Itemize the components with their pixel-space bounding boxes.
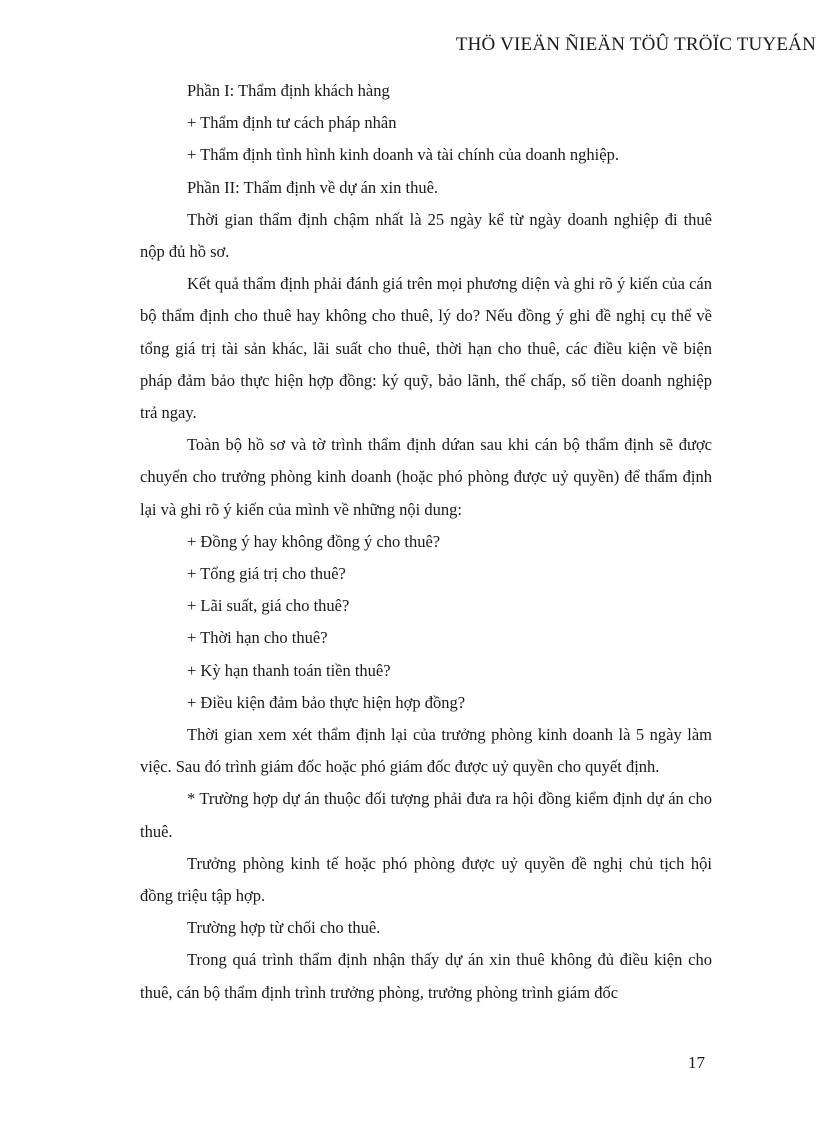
paragraph-council-case: * Trường hợp dự án thuộc đối tượng phải đưa ra hội đồng kiểm định dự án cho thuê. bbox=[140, 789, 712, 841]
section-2-title: Phần II: Thẩm định về dự án xin thuê. bbox=[187, 177, 439, 197]
review-item: + Kỳ hạn thanh toán tiền thuê? bbox=[187, 660, 391, 680]
paragraph-review-time: Thời gian xem xét thẩm định lại của trưởng phòng kinh doanh là 5 ngày làm việc. Sau đó trình giám đốc hoặc phó giám đốc được uỷ quyền cho quyết định. bbox=[140, 725, 712, 777]
review-item: + Đồng ý hay không đồng ý cho thuê? bbox=[187, 531, 441, 551]
review-item: + Điều kiện đảm bảo thực hiện hợp đồng? bbox=[187, 692, 466, 712]
review-item: + Lãi suất, giá cho thuê? bbox=[187, 596, 350, 616]
paragraph-dossier-transfer: Toàn bộ hồ sơ và tờ trình thẩm định dứan sau khi cán bộ thẩm định sẽ được chuyển cho trưởng phòng kinh doanh (hoặc phó phòng được uỷ quyền) để thẩm định lại và ghi rõ ý kiến của mình về những nội dung: bbox=[140, 435, 712, 519]
section-1-title: Phần I: Thẩm định khách hàng bbox=[187, 81, 390, 100]
running-header: THÖ VIEÄN ÑIEÄN TÖÛ TRÖÏC TUYEÁN bbox=[455, 34, 816, 55]
paragraph-appraisal-result: Kết quả thẩm định phải đánh giá trên mọi phương diện và ghi rõ ý kiến của cán bộ thẩm định cho thuê hay không cho thuê, lý do? Nếu đồng ý ghi đề nghị cụ thể về tổng giá trị tài sản khác, lãi suất cho thuê, thời hạn cho thuê, các điều kiện về biện pháp đảm bảo thực hiện hợp đồng: ký quỹ, bảo lãnh, thế chấp, số tiền doanh nghiệp trả ngay. bbox=[140, 274, 712, 423]
section-1-item-1: + Thẩm định tư cách pháp nhân bbox=[187, 113, 397, 133]
paragraph-appraisal-time: Thời gian thẩm định chậm nhất là 25 ngày kể từ ngày doanh nghiệp đi thuê nộp đủ hồ sơ. bbox=[140, 209, 712, 262]
section-1-item-2: + Thẩm định tình hình kinh doanh và tài chính của doanh nghiệp. bbox=[187, 145, 619, 165]
review-item: + Thời hạn cho thuê? bbox=[187, 628, 328, 648]
paragraph-refusal: Trường hợp từ chối cho thuê. bbox=[187, 918, 381, 938]
page-number: 17 bbox=[688, 1053, 705, 1072]
review-item: + Tổng giá trị cho thuê? bbox=[187, 564, 346, 584]
paragraph-council: Trưởng phòng kinh tế hoặc phó phòng được uỷ quyền đề nghị chủ tịch hội đồng triệu tập hợp. bbox=[140, 853, 712, 906]
document-body bbox=[140, 75, 712, 1009]
paragraph-refusal-detail: Trong quá trình thẩm định nhận thấy dự án xin thuê không đủ điều kiện cho thuê, cán bộ thẩm định trình trưởng phòng, trưởng phòng trình giám đốc bbox=[140, 950, 712, 1002]
